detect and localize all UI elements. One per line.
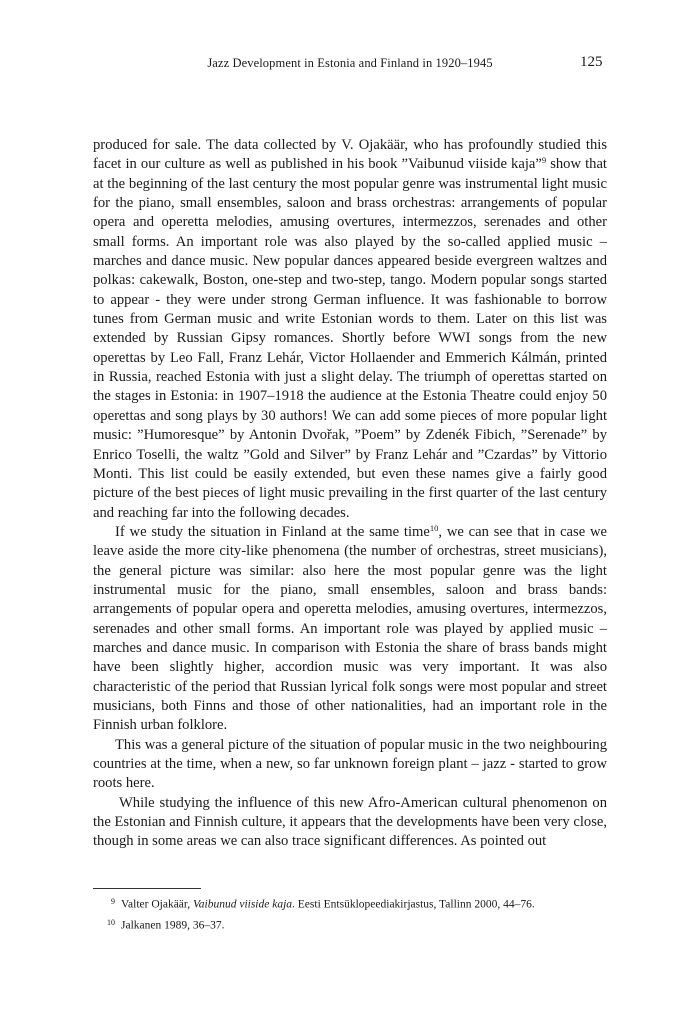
paragraph-1	[93, 136, 607, 523]
footnote-10	[93, 914, 607, 935]
paragraph-2-text-a: If we study the situation in Finland at the same time	[115, 523, 430, 540]
paragraph-4: While studying the influence of this new Afro-American cultural phenomenon on the Estonian and Finnish culture, it appears that the developments have been very close, though in some areas we can also trace significant differences. As pointed out	[93, 794, 607, 850]
footnotes	[93, 893, 607, 934]
running-header	[0, 54, 700, 74]
footnote-10-text: Jalkanen 1989, 36–37.	[121, 919, 225, 932]
paragraph-1-text-a: produced for sale. The data collected by V. Ojakäär, who has profoundly studied this facet in our culture as well as published in his book ”Vaibunud viiside kaja”	[93, 137, 607, 173]
paragraph-3: This was a general picture of the situation of popular music in the two neighbouring countries at the time, when a new, so far unknown foreign plant – jazz - started to grow roots here.	[93, 736, 607, 792]
footnote-10-number: 10	[107, 917, 115, 927]
body-text	[93, 136, 607, 852]
footnote-9-text	[121, 899, 535, 911]
paragraph-2-text-b: , we can see that in case we leave aside the more city-like phenomena (the number of orchestras, street musicians), the general picture was similar: also here the most popular genre was the light instrumental music for the piano, small ensembles, saloon and brass bands: arrangements of popular opera and operetta melodies, amusing overtures, intermezzos, serenades and other small forms. An important role was played by applied music – marches and dance music. In comparison with Estonia the share of brass bands might have been slightly higher, accordion music was very important. It was also characteristic of the period that Russian lyrical folk songs were most popular and street musicians, both Finns and those of other nationalities, had an important role in the Finnish urban folklore.	[93, 523, 608, 734]
footnote-9-author: Valter Ojakäär,	[121, 898, 194, 911]
footnote-9	[93, 893, 607, 914]
footnote-ref-9: 9	[541, 155, 547, 166]
paragraph-1-text-b: show that at the beginning of the last century the most popular genre was instrumental light music for the piano, small ensembles, saloon and brass orchestras: arrangements of popular opera and operetta melodies, amusing overtures, intermezzos, serenades and other small forms. An important role was also played by the so-called applied music – marches and dance music. New popular dances appeared beside evergreen waltzes and polkas: cakewalk, Boston, one-step and two-step, tango. Modern popular songs started to appear - they were under strong German influence. It was fashionable to borrow tunes from German music and write Estonian words to them. Later on this list was extended by Russian Gipsy romances. Shortly before WWI songs from the new operettas by Leo Fall, Franz Lehár, Victor Hollaender and Emmerich Kálmán, printed in Russia, reached Estonia with just a slight delay. The triumph of operettas started on the stages in Estonia: in 1907–1918 the audience at the Estonia Theatre could enjoy 50 operettas and song plays by 30 authors! We can add some pieces of more popular light music: ”Humoresque” by Antonin Dvořak, ”Poem” by Zdenék Fibich, ”Serenade” by Enrico Toselli, the waltz ”Gold and Silver” by Franz Lehár and ”Czardas” by Vittorio Monti. This list could be easily extended, but even these names give a fairly good picture of the best pieces of light music prevailing in the first quarter of the last century and reaching far into the following decades.	[93, 156, 607, 521]
page-number: 125	[580, 54, 603, 70]
footnote-divider	[93, 888, 201, 889]
paragraph-2	[93, 523, 607, 736]
running-title: Jazz Development in Estonia and Finland in 1920–1945	[207, 56, 493, 70]
footnote-9-title: Vaibunud viiside kaja	[193, 898, 293, 911]
footnote-ref-10: 10	[429, 522, 439, 533]
footnote-9-number: 9	[111, 897, 115, 906]
footnote-9-publication: . Eesti Entsüklopeediakirjastus, Tallinn 2000, 44–76.	[292, 898, 535, 911]
